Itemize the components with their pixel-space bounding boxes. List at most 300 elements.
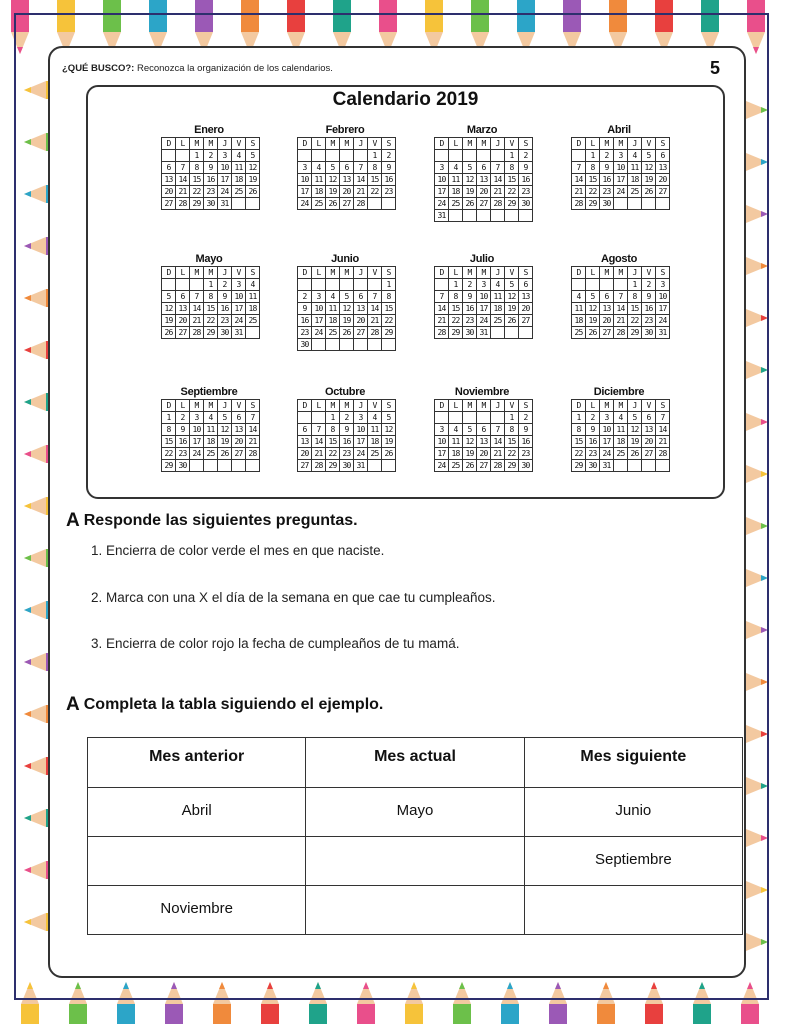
weekday-label: M	[190, 267, 204, 279]
day-cell: 3	[190, 412, 204, 424]
day-cell: 26	[382, 448, 396, 460]
day-cell: 25	[204, 448, 218, 460]
day-cell: 25	[312, 198, 326, 210]
day-cell: 28	[368, 327, 382, 339]
day-cell: 22	[586, 186, 600, 198]
day-cell: 17	[354, 436, 368, 448]
day-cell: 20	[656, 174, 670, 186]
weekday-label: M	[600, 400, 614, 412]
day-cell: 17	[312, 315, 326, 327]
weekday-label: D	[435, 267, 449, 279]
weekday-label: S	[656, 267, 670, 279]
day-cell: 26	[246, 186, 260, 198]
day-cell: 13	[656, 162, 670, 174]
day-cell: 11	[232, 162, 246, 174]
day-cell: 15	[368, 174, 382, 186]
day-cell: 8	[204, 291, 218, 303]
weekday-label: M	[614, 138, 628, 150]
day-cell: 17	[614, 174, 628, 186]
day-cell: 15	[449, 303, 463, 315]
day-cell: 13	[642, 424, 656, 436]
day-cell: 22	[162, 448, 176, 460]
day-cell	[656, 460, 670, 472]
day-cell: 16	[382, 174, 396, 186]
weekday-label: L	[586, 400, 600, 412]
day-cell: 23	[382, 186, 396, 198]
day-cell: 6	[477, 162, 491, 174]
day-cell: 9	[340, 424, 354, 436]
day-cell: 11	[449, 174, 463, 186]
table-cell-blank[interactable]	[524, 886, 742, 935]
day-cell: 16	[463, 303, 477, 315]
day-cell: 24	[190, 448, 204, 460]
day-cell: 12	[586, 303, 600, 315]
day-cell: 21	[354, 186, 368, 198]
day-cell: 29	[586, 198, 600, 210]
day-cell	[435, 150, 449, 162]
day-cell: 13	[354, 303, 368, 315]
day-cell: 26	[642, 186, 656, 198]
weekday-label: S	[519, 267, 533, 279]
weekday-label: M	[190, 400, 204, 412]
day-cell: 20	[477, 186, 491, 198]
section-questions-title: Responde las siguientes preguntas.	[83, 512, 358, 529]
day-cell: 1	[190, 150, 204, 162]
weekday-label: M	[326, 267, 340, 279]
day-cell: 18	[204, 436, 218, 448]
day-cell: 19	[586, 315, 600, 327]
weekday-label: L	[586, 267, 600, 279]
day-cell: 21	[572, 186, 586, 198]
weekday-label: L	[312, 400, 326, 412]
day-cell: 21	[246, 436, 260, 448]
day-cell: 8	[572, 424, 586, 436]
question-1: 1. Encierra de color verde el mes en que naciste.	[91, 543, 385, 558]
day-cell: 12	[463, 174, 477, 186]
day-cell	[246, 198, 260, 210]
weekday-label: V	[232, 138, 246, 150]
weekday-label: J	[354, 400, 368, 412]
day-cell: 29	[505, 198, 519, 210]
day-cell: 7	[614, 291, 628, 303]
day-cell: 2	[600, 150, 614, 162]
day-cell: 10	[600, 424, 614, 436]
day-cell: 10	[477, 291, 491, 303]
day-cell	[368, 339, 382, 351]
month-junio	[297, 252, 393, 351]
month-grid	[571, 399, 670, 472]
day-cell	[435, 412, 449, 424]
header-objective-text: Reconozca la organización de los calendarios.	[136, 63, 333, 74]
weekday-label: M	[326, 400, 340, 412]
day-cell: 18	[312, 186, 326, 198]
day-cell: 30	[218, 327, 232, 339]
day-cell: 24	[477, 315, 491, 327]
day-cell: 27	[340, 198, 354, 210]
weekday-label: D	[298, 267, 312, 279]
month-mayo	[161, 252, 257, 339]
day-cell: 13	[232, 424, 246, 436]
day-cell: 30	[298, 339, 312, 351]
day-cell: 28	[572, 198, 586, 210]
day-cell: 17	[600, 436, 614, 448]
day-cell: 10	[232, 291, 246, 303]
day-cell: 9	[204, 162, 218, 174]
day-cell: 6	[298, 424, 312, 436]
day-cell: 17	[435, 448, 449, 460]
day-cell	[340, 279, 354, 291]
day-cell	[176, 150, 190, 162]
weekday-label: M	[204, 400, 218, 412]
day-cell: 8	[628, 291, 642, 303]
day-cell	[656, 198, 670, 210]
weekday-label: V	[368, 138, 382, 150]
day-cell: 13	[176, 303, 190, 315]
day-cell: 18	[614, 436, 628, 448]
day-cell: 21	[614, 315, 628, 327]
day-cell: 5	[340, 291, 354, 303]
day-cell: 12	[246, 162, 260, 174]
day-cell: 1	[162, 412, 176, 424]
day-cell	[519, 327, 533, 339]
day-cell: 6	[162, 162, 176, 174]
day-cell: 7	[491, 424, 505, 436]
day-cell: 2	[340, 412, 354, 424]
day-cell: 21	[190, 315, 204, 327]
day-cell: 14	[246, 424, 260, 436]
day-cell: 13	[519, 291, 533, 303]
day-cell: 26	[463, 460, 477, 472]
day-cell: 8	[505, 162, 519, 174]
day-cell: 22	[190, 186, 204, 198]
table-row	[88, 788, 743, 837]
day-cell: 28	[614, 327, 628, 339]
day-cell: 15	[628, 303, 642, 315]
day-cell: 4	[204, 412, 218, 424]
day-cell	[312, 279, 326, 291]
weekday-label: J	[218, 400, 232, 412]
day-cell: 25	[449, 198, 463, 210]
day-cell	[491, 150, 505, 162]
day-cell: 10	[298, 174, 312, 186]
day-cell: 13	[477, 174, 491, 186]
day-cell: 26	[628, 448, 642, 460]
day-cell: 1	[326, 412, 340, 424]
weekday-label: L	[312, 267, 326, 279]
day-cell: 16	[586, 436, 600, 448]
day-cell: 10	[218, 162, 232, 174]
day-cell: 9	[218, 291, 232, 303]
day-cell: 4	[312, 162, 326, 174]
day-cell: 7	[312, 424, 326, 436]
day-cell	[190, 279, 204, 291]
day-cell: 25	[614, 448, 628, 460]
day-cell: 20	[477, 448, 491, 460]
day-cell: 18	[368, 436, 382, 448]
day-cell: 24	[232, 315, 246, 327]
month-name: Enero	[194, 124, 224, 136]
day-cell: 17	[477, 303, 491, 315]
day-cell: 18	[326, 315, 340, 327]
day-cell: 9	[519, 424, 533, 436]
day-cell: 8	[190, 162, 204, 174]
day-cell: 21	[312, 448, 326, 460]
day-cell: 11	[628, 162, 642, 174]
weekday-label: M	[477, 267, 491, 279]
pencil-letter-icon: A	[66, 694, 80, 715]
day-cell	[477, 412, 491, 424]
table-row	[88, 837, 743, 886]
day-cell: 29	[572, 460, 586, 472]
day-cell: 15	[162, 436, 176, 448]
day-cell: 22	[326, 448, 340, 460]
day-cell: 19	[382, 436, 396, 448]
day-cell: 3	[477, 279, 491, 291]
weekday-label: S	[656, 138, 670, 150]
day-cell: 5	[463, 424, 477, 436]
day-cell: 31	[600, 460, 614, 472]
day-cell: 25	[368, 448, 382, 460]
day-cell: 28	[435, 327, 449, 339]
day-cell: 23	[586, 448, 600, 460]
header-objective	[62, 63, 333, 74]
weekday-label: M	[340, 138, 354, 150]
weekday-label: V	[232, 267, 246, 279]
month-grid	[434, 266, 533, 339]
day-cell: 18	[246, 303, 260, 315]
month-febrero	[297, 123, 393, 210]
day-cell: 12	[162, 303, 176, 315]
day-cell: 23	[519, 186, 533, 198]
day-cell: 10	[614, 162, 628, 174]
day-cell	[326, 279, 340, 291]
month-name: Diciembre	[593, 386, 645, 398]
day-cell	[368, 279, 382, 291]
weekday-label: D	[162, 400, 176, 412]
day-cell: 20	[340, 186, 354, 198]
day-cell: 24	[614, 186, 628, 198]
day-cell: 5	[505, 279, 519, 291]
header-next-month: Mes siguiente	[524, 738, 742, 788]
day-cell: 7	[368, 291, 382, 303]
day-cell: 19	[340, 315, 354, 327]
day-cell: 26	[326, 198, 340, 210]
day-cell: 24	[312, 327, 326, 339]
weekday-label: S	[382, 400, 396, 412]
day-cell: 22	[368, 186, 382, 198]
day-cell: 9	[298, 303, 312, 315]
month-name: Agosto	[600, 253, 638, 265]
day-cell: 16	[176, 436, 190, 448]
day-cell: 24	[435, 460, 449, 472]
day-cell: 30	[519, 198, 533, 210]
weekday-label: J	[218, 138, 232, 150]
day-cell: 12	[463, 436, 477, 448]
header-current-month: Mes actual	[306, 738, 524, 788]
day-cell: 6	[642, 412, 656, 424]
day-cell: 30	[600, 198, 614, 210]
weekday-label: L	[449, 267, 463, 279]
weekday-label: L	[176, 267, 190, 279]
day-cell: 4	[628, 150, 642, 162]
day-cell	[477, 150, 491, 162]
day-cell	[326, 339, 340, 351]
day-cell: 29	[162, 460, 176, 472]
weekday-label: J	[218, 267, 232, 279]
day-cell: 5	[628, 412, 642, 424]
day-cell: 16	[298, 315, 312, 327]
day-cell: 27	[298, 460, 312, 472]
day-cell: 2	[382, 150, 396, 162]
weekday-label: M	[463, 400, 477, 412]
month-name: Septiembre	[180, 386, 238, 398]
day-cell: 25	[628, 186, 642, 198]
day-cell: 30	[340, 460, 354, 472]
day-cell: 8	[586, 162, 600, 174]
weekday-label: M	[614, 400, 628, 412]
day-cell	[505, 327, 519, 339]
day-cell	[628, 198, 642, 210]
day-cell: 14	[491, 174, 505, 186]
month-julio	[434, 252, 530, 339]
day-cell	[491, 412, 505, 424]
day-cell: 20	[176, 315, 190, 327]
day-cell: 28	[246, 448, 260, 460]
day-cell: 2	[642, 279, 656, 291]
day-cell: 4	[449, 162, 463, 174]
day-cell: 20	[642, 436, 656, 448]
day-cell	[519, 210, 533, 222]
day-cell: 4	[246, 279, 260, 291]
month-grid	[161, 266, 260, 339]
day-cell: 18	[449, 186, 463, 198]
day-cell: 19	[218, 436, 232, 448]
day-cell	[298, 150, 312, 162]
day-cell: 11	[614, 424, 628, 436]
section-table-heading	[66, 694, 383, 716]
weekday-label: S	[246, 400, 260, 412]
day-cell: 11	[572, 303, 586, 315]
day-cell: 21	[491, 448, 505, 460]
day-cell: 1	[505, 412, 519, 424]
weekday-label: M	[477, 400, 491, 412]
day-cell: 15	[382, 303, 396, 315]
section-table-title: Completa la tabla siguiendo el ejemplo.	[83, 696, 384, 713]
day-cell: 22	[572, 448, 586, 460]
day-cell: 1	[628, 279, 642, 291]
day-cell: 14	[656, 424, 670, 436]
day-cell: 12	[382, 424, 396, 436]
weekday-label: V	[368, 267, 382, 279]
day-cell	[382, 339, 396, 351]
weekday-label: L	[176, 138, 190, 150]
weekday-label: M	[477, 138, 491, 150]
weekday-label: M	[340, 400, 354, 412]
day-cell: 4	[326, 291, 340, 303]
day-cell: 17	[232, 303, 246, 315]
day-cell: 22	[204, 315, 218, 327]
day-cell: 7	[246, 412, 260, 424]
table-header-row	[88, 738, 743, 788]
day-cell: 29	[190, 198, 204, 210]
table-cell-blank[interactable]	[306, 837, 524, 886]
day-cell: 13	[162, 174, 176, 186]
day-cell: 6	[354, 291, 368, 303]
day-cell: 23	[463, 315, 477, 327]
day-cell: 6	[232, 412, 246, 424]
table-cell-blank[interactable]	[88, 837, 306, 886]
day-cell	[572, 279, 586, 291]
weekday-label: L	[449, 138, 463, 150]
day-cell: 19	[463, 448, 477, 460]
day-cell: 26	[505, 315, 519, 327]
day-cell: 6	[656, 150, 670, 162]
day-cell: 7	[354, 162, 368, 174]
day-cell: 10	[435, 174, 449, 186]
day-cell: 21	[176, 186, 190, 198]
month-name: Noviembre	[454, 386, 510, 398]
weekday-label: D	[572, 138, 586, 150]
month-grid	[161, 399, 260, 472]
day-cell: 2	[519, 412, 533, 424]
day-cell: 9	[586, 424, 600, 436]
day-cell: 1	[449, 279, 463, 291]
day-cell: 4	[572, 291, 586, 303]
day-cell: 11	[312, 174, 326, 186]
day-cell: 27	[642, 448, 656, 460]
month-name: Julio	[469, 253, 495, 265]
day-cell	[368, 460, 382, 472]
day-cell: 5	[218, 412, 232, 424]
day-cell: 15	[204, 303, 218, 315]
day-cell	[312, 150, 326, 162]
day-cell: 13	[340, 174, 354, 186]
day-cell: 31	[354, 460, 368, 472]
weekday-label: D	[162, 138, 176, 150]
day-cell: 24	[656, 315, 670, 327]
day-cell	[368, 198, 382, 210]
day-cell: 24	[218, 186, 232, 198]
day-cell: 3	[218, 150, 232, 162]
day-cell: 19	[326, 186, 340, 198]
table-cell-blank[interactable]	[306, 886, 524, 935]
day-cell: 1	[505, 150, 519, 162]
day-cell: 12	[340, 303, 354, 315]
day-cell: 1	[382, 279, 396, 291]
day-cell: 27	[519, 315, 533, 327]
day-cell: 28	[656, 448, 670, 460]
day-cell: 2	[218, 279, 232, 291]
day-cell: 8	[326, 424, 340, 436]
weekday-label: S	[656, 400, 670, 412]
month-grid	[434, 399, 533, 472]
weekday-label: M	[463, 267, 477, 279]
month-agosto	[571, 252, 667, 339]
day-cell	[232, 460, 246, 472]
table-cell: Septiembre	[524, 837, 742, 886]
weekday-label: S	[246, 138, 260, 150]
day-cell: 16	[340, 436, 354, 448]
day-cell: 3	[435, 424, 449, 436]
day-cell: 17	[656, 303, 670, 315]
day-cell: 3	[232, 279, 246, 291]
weekday-label: M	[340, 267, 354, 279]
day-cell: 3	[312, 291, 326, 303]
day-cell	[491, 327, 505, 339]
day-cell: 3	[298, 162, 312, 174]
day-cell: 1	[586, 150, 600, 162]
month-grid	[571, 266, 670, 339]
